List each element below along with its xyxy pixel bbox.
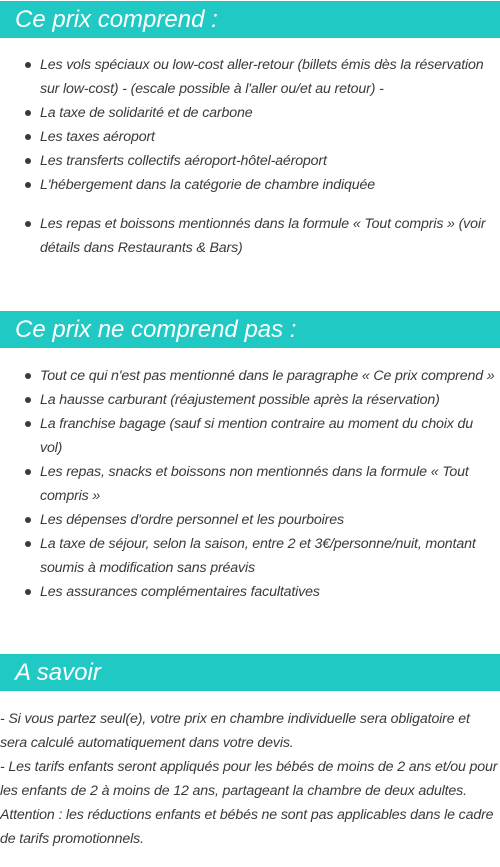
list-item	[0, 149, 500, 173]
bullet-icon	[25, 134, 31, 140]
list-item	[0, 388, 500, 412]
list-item-text: La taxe de séjour, selon la saison, entre 2 et 3€/personne/nuit, montant soumis à modification sans préavis	[40, 536, 476, 576]
bullet-icon	[25, 158, 31, 164]
list-item-text: L'hébergement dans la catégorie de chambre indiquée	[40, 177, 376, 193]
section-header-good-to-know: A savoir	[0, 654, 500, 691]
list-item	[0, 101, 500, 125]
bullet-icon	[25, 517, 31, 523]
list-item-text: Les transferts collectifs aéroport-hôtel-aéroport	[40, 153, 327, 169]
bullet-icon	[25, 541, 31, 547]
list-item-text: La taxe de solidarité et de carbone	[40, 105, 253, 121]
bullet-icon	[25, 421, 31, 427]
bullet-icon	[25, 221, 31, 227]
bullet-icon	[25, 469, 31, 475]
bullet-icon	[25, 397, 31, 403]
list-item	[0, 53, 500, 101]
list-item	[0, 532, 500, 580]
bullet-icon	[25, 110, 31, 116]
list-item-text: Les repas et boissons mentionnés dans la formule « Tout compris » (voir détails dans Restaurants & Bars)	[40, 216, 486, 256]
list-item	[0, 508, 500, 532]
list-item-text: Les assurances complémentaires facultatives	[40, 584, 320, 600]
not-included-list	[0, 364, 500, 604]
list-item-text: Les repas, snacks et boissons non mentionnés dans la formule « Tout compris »	[40, 464, 469, 504]
good-to-know-text	[0, 707, 500, 851]
list-item-text: Les dépenses d'ordre personnel et les pourboires	[40, 512, 344, 528]
paragraph: Attention : les réductions enfants et bébés ne sont pas applicables dans le cadre de tarifs promotionnels.	[0, 807, 494, 847]
list-item-text: La franchise bagage (sauf si mention contraire au moment du choix du vol)	[40, 416, 474, 456]
list-item-text: Les taxes aéroport	[40, 129, 155, 145]
list-item	[0, 460, 500, 508]
section-header-included: Ce prix comprend :	[0, 1, 500, 38]
list-item-text: La hausse carburant (réajustement possible après la réservation)	[40, 392, 440, 408]
bullet-icon	[25, 589, 31, 595]
paragraph: - Si vous partez seul(e), votre prix en chambre individuelle sera obligatoire et sera calculé automatiquement dans votre devis.	[0, 711, 470, 751]
list-item-text: Tout ce qui n'est pas mentionné dans le paragraphe « Ce prix comprend »	[40, 368, 495, 384]
bullet-icon	[25, 62, 31, 68]
list-item	[0, 580, 500, 604]
list-item	[0, 364, 500, 388]
list-item	[0, 173, 500, 197]
list-item-text: Les vols spéciaux ou low-cost aller-retour (billets émis dès la réservation sur low-cost) - (escale possible à l'aller ou/et au retour) -	[40, 57, 484, 97]
list-item	[0, 125, 500, 149]
list-item	[0, 412, 500, 460]
bullet-icon	[25, 373, 31, 379]
bullet-icon	[25, 182, 31, 188]
list-item	[0, 212, 500, 260]
section-header-not-included: Ce prix ne comprend pas :	[0, 311, 500, 348]
included-list	[0, 53, 500, 260]
paragraph: - Les tarifs enfants seront appliqués pour les bébés de moins de 2 ans et/ou pour les enfants de 2 à moins de 12 ans, partageant la chambre de deux adultes.	[0, 759, 498, 799]
